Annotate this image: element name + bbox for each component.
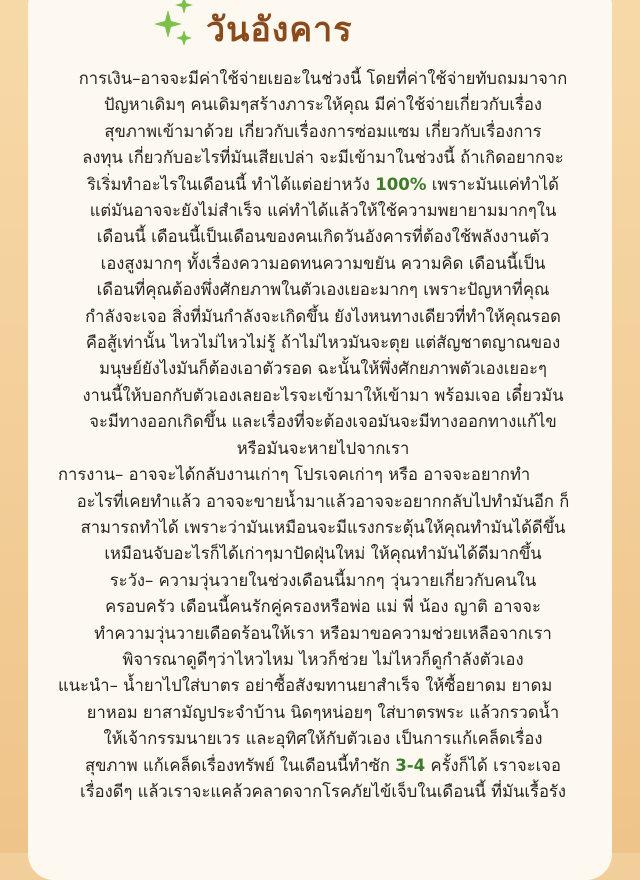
text-line: ปัญหาเดิมๆ คนเดิมๆสร้างภาระให้คุณ มีค่าใช้จ่ายเกี่ยวกับเรื่อง — [103, 95, 543, 115]
header — [0, 0, 640, 56]
text-line: งานนี้ให้บอกกับตัวเองเลยอะไรจะเข้ามาให้เข้ามา พร้อมเจอ เดี๋ยวมัน — [82, 385, 564, 405]
text-line: เรื่องดีๆ แล้วเราจะแคล้วคลาดจากโรคภัยไข้เจ็บในเดือนนี้ ที่มันเรื้อรัง — [80, 781, 566, 801]
text-line: เองสูงมากๆ ทั้งเรื่องความอดทนความขยัน ความคิด เดือนนี้เป็น — [100, 253, 546, 273]
text-segment: สุขภาพ แก้เคล็ดเรื่องทรัพย์ ในเดือนนี้ทำซัก — [85, 755, 390, 775]
text-line: คือสู้เท่านั้น ไหวไม่ไหวไม่รู้ ถ้าไม่ไหวมันจะตุย แต่สัญชาตญาณของ — [85, 333, 561, 353]
text-line: แต่มันอาจจะยังไม่สำเร็จ แค่ทำได้แล้วให้ใช้ความพยายามมากๆใน — [89, 201, 557, 221]
page-title: วันอังคาร — [206, 10, 353, 50]
text-line — [58, 753, 588, 779]
highlight-percent: 100% — [375, 174, 427, 194]
text-segment: เพราะมันแค่ทำได้ — [431, 174, 559, 194]
text-line: แนะนำ– น้ำยาไปใส่บาตร อย่าซื้อสังฆทานยาสำเร็จ ให้ซื้อยาดม ยาดม — [58, 676, 553, 696]
text-line: หรือมันจะหายไปจากเรา — [236, 438, 410, 458]
text-line: ทำความวุ่นวายเดือดร้อนให้เรา หรือมาขอความช่วยเหลือจากเรา — [94, 623, 552, 643]
text-line: อะไรที่เคยทำแล้ว อาจจะขายน้ำมาแล้วอาจจะอยากกลับไปทำมันอีก ก็ — [76, 491, 570, 511]
text-line: เดือนนี้ เดือนนี้เป็นเดือนของคนเกิดวันอังคารที่ต้องใช้พลังงานตัว — [96, 227, 550, 247]
text-line: ให้เจ้ากรรมนายเวร และอุทิศให้กับตัวเอง เป็นการแก้เคล็ดเรื่อง — [103, 729, 543, 749]
text-line: ยาหอม ยาสามัญประจำบ้าน นิดๆหน่อยๆ ใส่บาตรพระ แล้วกรวดน้ำ — [86, 702, 560, 722]
text-segment: ริเริ่มทำอะไรในเดือนนี้ ทำได้แต่อย่าหวัง — [87, 174, 370, 194]
sparkle-icon — [148, 0, 208, 56]
highlight-count: 3-4 — [395, 755, 426, 775]
text-line: พิจารณาดูดีๆว่าไหวไหม ไหวก็ช่วย ไม่ไหวก็ดูกำลังตัวเอง — [122, 649, 524, 669]
text-segment: ครั้งก็ได้ เราจะเจอ — [430, 755, 561, 775]
text-line: เหมือนจับอะไรก็ได้เก่าๆมาปัดฝุ่นใหม่ ให้คุณทำมันได้ดีมากขึ้น — [104, 544, 542, 564]
text-line: สามารถทำได้ เพราะว่ามันเหมือนจะมีแรงกระตุ้นให้คุณทำมันได้ดีขึ้น — [80, 517, 566, 537]
text-line: จะมีทางออกเกิดขึ้น และเรื่องที่จะต้องเจอมันจะมีทางออกทางแก้ไข — [89, 412, 557, 432]
text-line: กำลังจะเจอ สิ่งที่มันกำลังจะเกิดขึ้น ยังไงหนทางเดียวที่ทำให้คุณรอด — [85, 306, 561, 326]
text-line: สุขภาพเข้ามาด้วย เกี่ยวกับเรื่องการซ่อมแซม เกี่ยวกับเรื่องการ — [104, 121, 542, 141]
text-line: การงาน– อาจจะได้กลับงานเก่าๆ โปรเจคเก่าๆ หรือ อาจจะอยากทำ — [58, 465, 531, 485]
text-line: การเงิน–อาจจะมีค่าใช้จ่ายเยอะในช่วงนี้ โดยที่ค่าใช้จ่ายทับถมมาจาก — [78, 69, 568, 88]
text-line: ลงทุน เกี่ยวกับอะไรที่มันเสียเปล่า จะมีเข้ามาในช่วงนี้ ถ้าเกิดอยากจะ — [82, 148, 564, 168]
text-line: มนุษย์ยังไงมันก็ต้องเอาตัวรอด ฉะนั้นให้พึ่งศักยภาพตัวเองเยอะๆ — [99, 359, 547, 379]
article-body — [58, 66, 588, 805]
text-line: ครอบครัว เดือนนี้คนรักคู่ครองหรือพ่อ แม่ พี่ น้อง ญาติ อาจจะ — [105, 597, 541, 617]
text-line — [58, 172, 588, 198]
text-line: เดือนที่คุณต้องพึ่งศักยภาพในตัวเองเยอะมากๆ เพราะปัญหาที่คุณ — [96, 280, 550, 300]
text-line: ระวัง– ความวุ่นวายในช่วงเดือนนี้มากๆ วุ่นวายเกี่ยวกับคนใน — [109, 570, 537, 590]
